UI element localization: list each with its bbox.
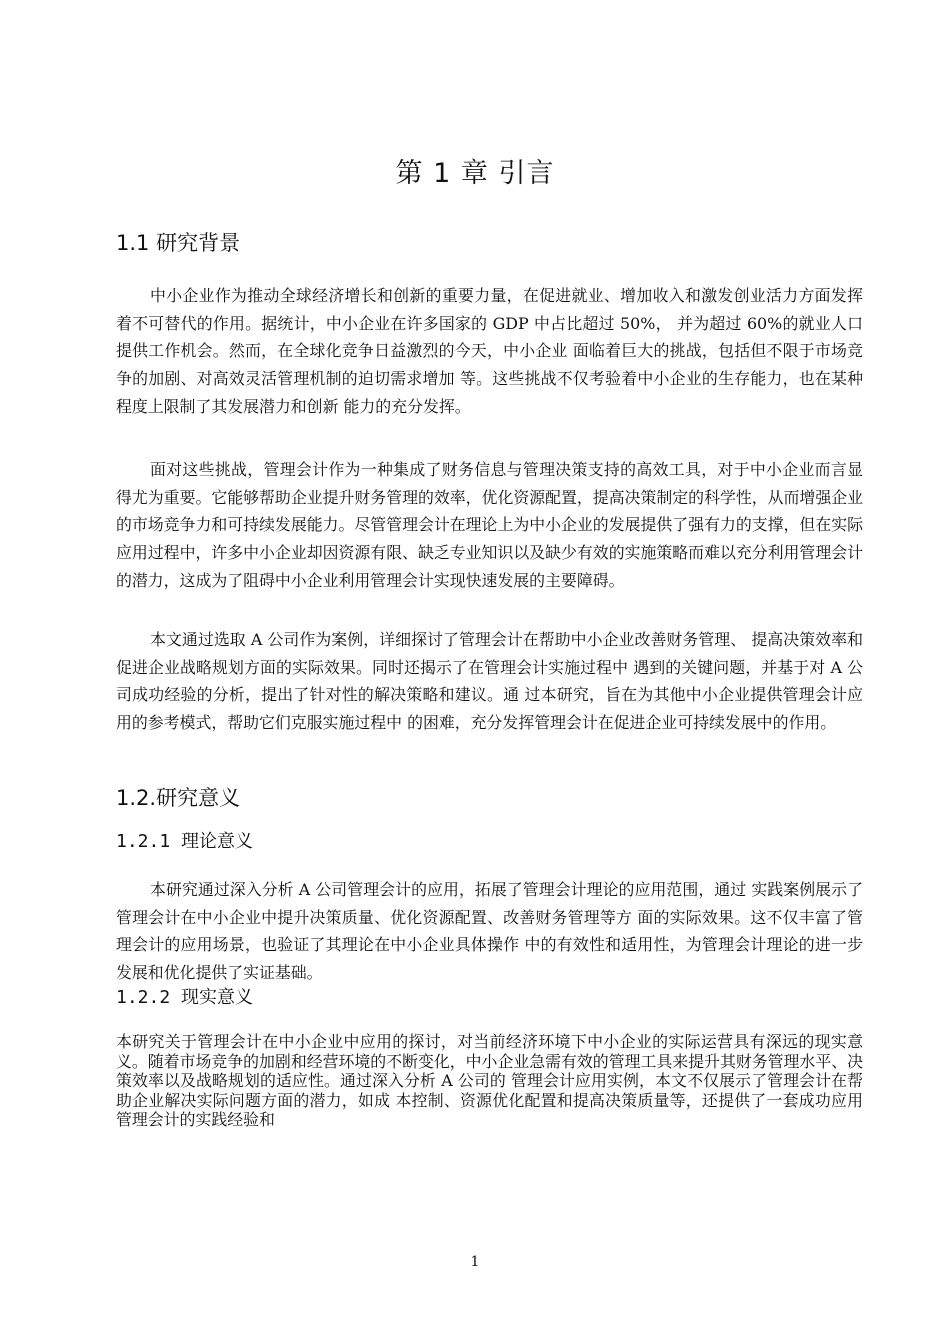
- paragraph-theoretical-significance: 本研究通过深入分析 A 公司管理会计的应用，拓展了管理会计理论的应用范围，通过 实践案例展示了管理会计在中小企业中提升决策质量、优化资源配置、改善财务管理等方 面的实际效果。这不仅丰富了管理会计的应用场景，也验证了其理论在中小企业具体操作 中的有效性和适用性，为管理会计理论的进一步发展和优化提供了实证基础。: [116, 880, 863, 983]
- page-number: 1: [470, 1254, 480, 1270]
- paragraph-background-3: 本文通过选取 A 公司作为案例，详细探讨了管理会计在帮助中小企业改善财务管理、 提高决策效率和促进企业战略规划方面的实际效果。同时还揭示了在管理会计实施过程中 遇到的关键问题，并基于对 A 公司成功经验的分析，提出了针对性的解决策略和建议。通 过本研究，旨在为其他中小企业提供管理会计应用的参考模式，帮助它们克服实施过程中 的困难，充分发挥管理会计在促进企业可持续发展中的作用。: [116, 630, 863, 733]
- paragraph-practical-significance: 本研究关于管理会计在中小企业中应用的探讨，对当前经济环境下中小企业的实际运营具有深远的现实意义。随着市场竞争的加剧和经营环境的不断变化，中小企业急需有效的管理工具来提升其财务管理水平、决策效率以及战略规划的适应性。通过深入分析 A 公司的 管理会计应用实例，本文不仅展示了管理会计在帮助企业解决实际问题方面的潜力，如成 本控制、资源优化配置和提高决策质量等，还提供了一套成功应用管理会计的实践经验和: [116, 1032, 863, 1130]
- section-heading-research-significance: 1.2.研究意义: [116, 786, 241, 810]
- subsection-heading-practical-significance: 1.2.2 现实意义: [116, 987, 254, 1008]
- section-heading-research-background: 1.1 研究背景: [116, 231, 241, 255]
- chapter-title: 第 1 章 引言: [395, 158, 555, 189]
- paragraph-background-2: 面对这些挑战，管理会计作为一种集成了财务信息与管理决策支持的高效工具，对于中小企业而言显得尤为重要。它能够帮助企业提升财务管理的效率，优化资源配置，提高决策制定的科学性，从而增强企业的市场竞争力和可持续发展能力。尽管管理会计在理论上为中小企业的发展提供了强有力的支撑，但在实际应用过程中，许多中小企业却因资源有限、缺乏专业知识以及缺少有效的实施策略而难以充分利用管理会计的潜力，这成为了阻碍中小企业利用管理会计实现快速发展的主要障碍。: [116, 460, 863, 590]
- subsection-heading-theoretical-significance: 1.2.1 理论意义: [116, 831, 254, 852]
- paragraph-background-1: 中小企业作为推动全球经济增长和创新的重要力量，在促进就业、增加收入和激发创业活力方面发挥着不可替代的作用。据统计，中小企业在许多国家的 GDP 中占比超过 50%， 并为超过 60%的就业人口提供工作机会。然而，在全球化竞争日益激烈的今天，中小企业 面临着巨大的挑战，包括但不限于市场竞争的加剧、对高效灵活管理机制的迫切需求增加 等。这些挑战不仅考验着中小企业的生存能力，也在某种程度上限制了其发展潜力和创新 能力的充分发挥。: [116, 286, 863, 416]
